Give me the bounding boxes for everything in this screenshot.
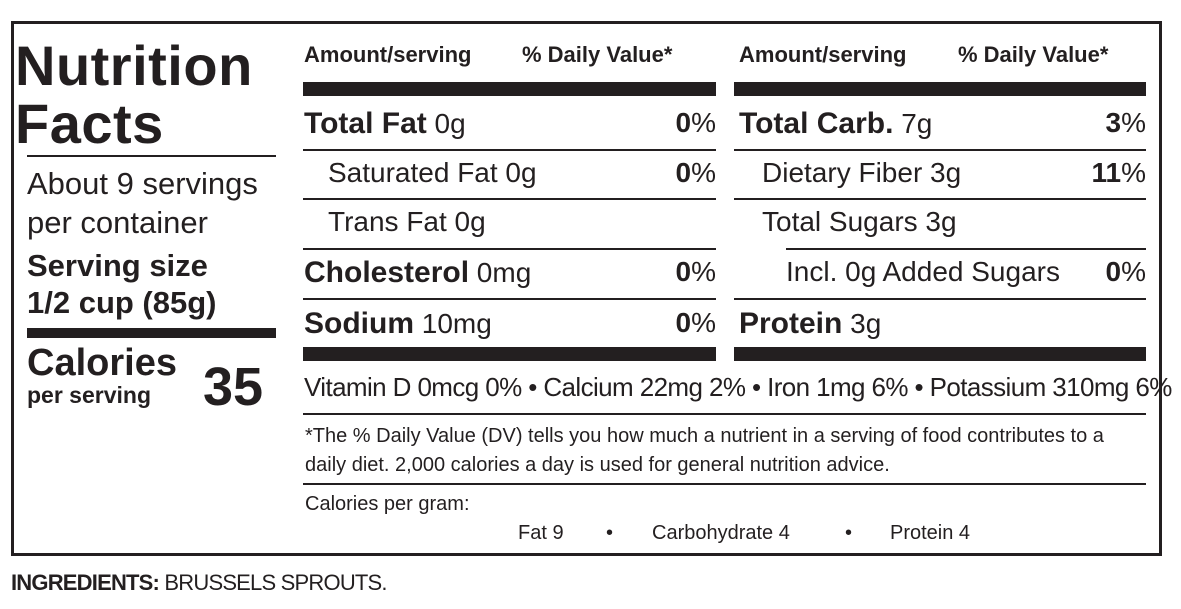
right-amount-header: Amount/serving [739,42,907,67]
servings-per-container-line-2: per container [27,205,208,240]
dv-saturated-fat: 0% [675,157,716,188]
nutrient-row-saturated-fat: Saturated Fat 0g [328,157,537,188]
dv-dietary-fiber: 11% [1091,157,1146,188]
nutrient-row-added-sugars: Incl. 0g Added Sugars [786,256,1060,287]
ingredients-statement [11,570,387,596]
footnote-rule [303,483,1146,485]
ingredients-text: BRUSSELS SPROUTS. [159,570,387,595]
row-divider [303,149,716,151]
label-title-line-2: Facts [15,92,164,155]
row-divider [734,198,1146,200]
calories-per-gram-fat: Fat 9 [518,522,564,544]
nutrient-row-dietary-fiber: Dietary Fiber 3g [762,157,962,188]
row-divider [303,248,716,250]
calories-value: 35 [203,357,264,417]
dv-total-fat: 0% [675,107,716,138]
calories-per-gram-protein: Protein 4 [890,522,971,544]
serving-thick-rule [27,328,276,338]
row-divider [734,149,1146,151]
row-divider [786,248,1146,250]
nutrient-row-total-fat: Total Fat 0g [304,107,466,140]
right-dv-header: % Daily Value* [958,42,1109,67]
right-bottom-thick-rule [734,347,1146,361]
calories-label: Calories [27,342,177,384]
ingredients-label: INGREDIENTS: [11,570,160,595]
calories-per-gram-carbohydrate: Carbohydrate 4 [652,522,790,544]
vitamins-minerals-line: Vitamin D 0mcg 0% • Calcium 22mg 2% • Iron 1mg 6% • Potassium 310mg 6% [304,372,1172,402]
label-title-line-1: Nutrition [15,34,253,97]
nutrient-row-total-sugars: Total Sugars 3g [762,206,957,237]
serving-size-value: 1/2 cup (85g) [27,285,217,320]
row-divider [734,298,1146,300]
nutrient-row-sodium: Sodium 10mg [304,307,492,340]
calories-per-gram-label: Calories per gram: [305,493,470,515]
serving-size-label: Serving size [27,248,208,283]
left-amount-header: Amount/serving [304,42,472,67]
calories-per-serving-label: per serving [27,382,151,408]
left-bottom-thick-rule [303,347,716,361]
servings-per-container-line-1: About 9 servings [27,166,258,201]
dv-cholesterol: 0% [675,256,716,287]
nutrient-row-trans-fat: Trans Fat 0g [328,206,486,237]
nutrient-row-total-carb: Total Carb. 7g [739,107,933,140]
vitamins-rule [303,413,1146,415]
right-top-thick-rule [734,82,1146,96]
row-divider [303,298,716,300]
title-rule [27,155,276,157]
nutrient-row-cholesterol: Cholesterol 0mg [304,256,532,289]
dv-sodium: 0% [675,307,716,338]
bullet-separator: • [845,522,853,544]
daily-value-footnote: *The % Daily Value (DV) tells you how much a nutrient in a serving of food contributes to a daily diet. 2,000 calories a day is used for general nutrition advice. [305,425,1104,476]
left-top-thick-rule [303,82,716,96]
row-divider [303,198,716,200]
bullet-separator: • [606,522,614,544]
dv-total-carb: 3% [1105,107,1146,138]
dv-added-sugars: 0% [1105,256,1146,287]
left-dv-header: % Daily Value* [522,42,673,67]
nutrient-row-protein: Protein 3g [739,307,882,340]
